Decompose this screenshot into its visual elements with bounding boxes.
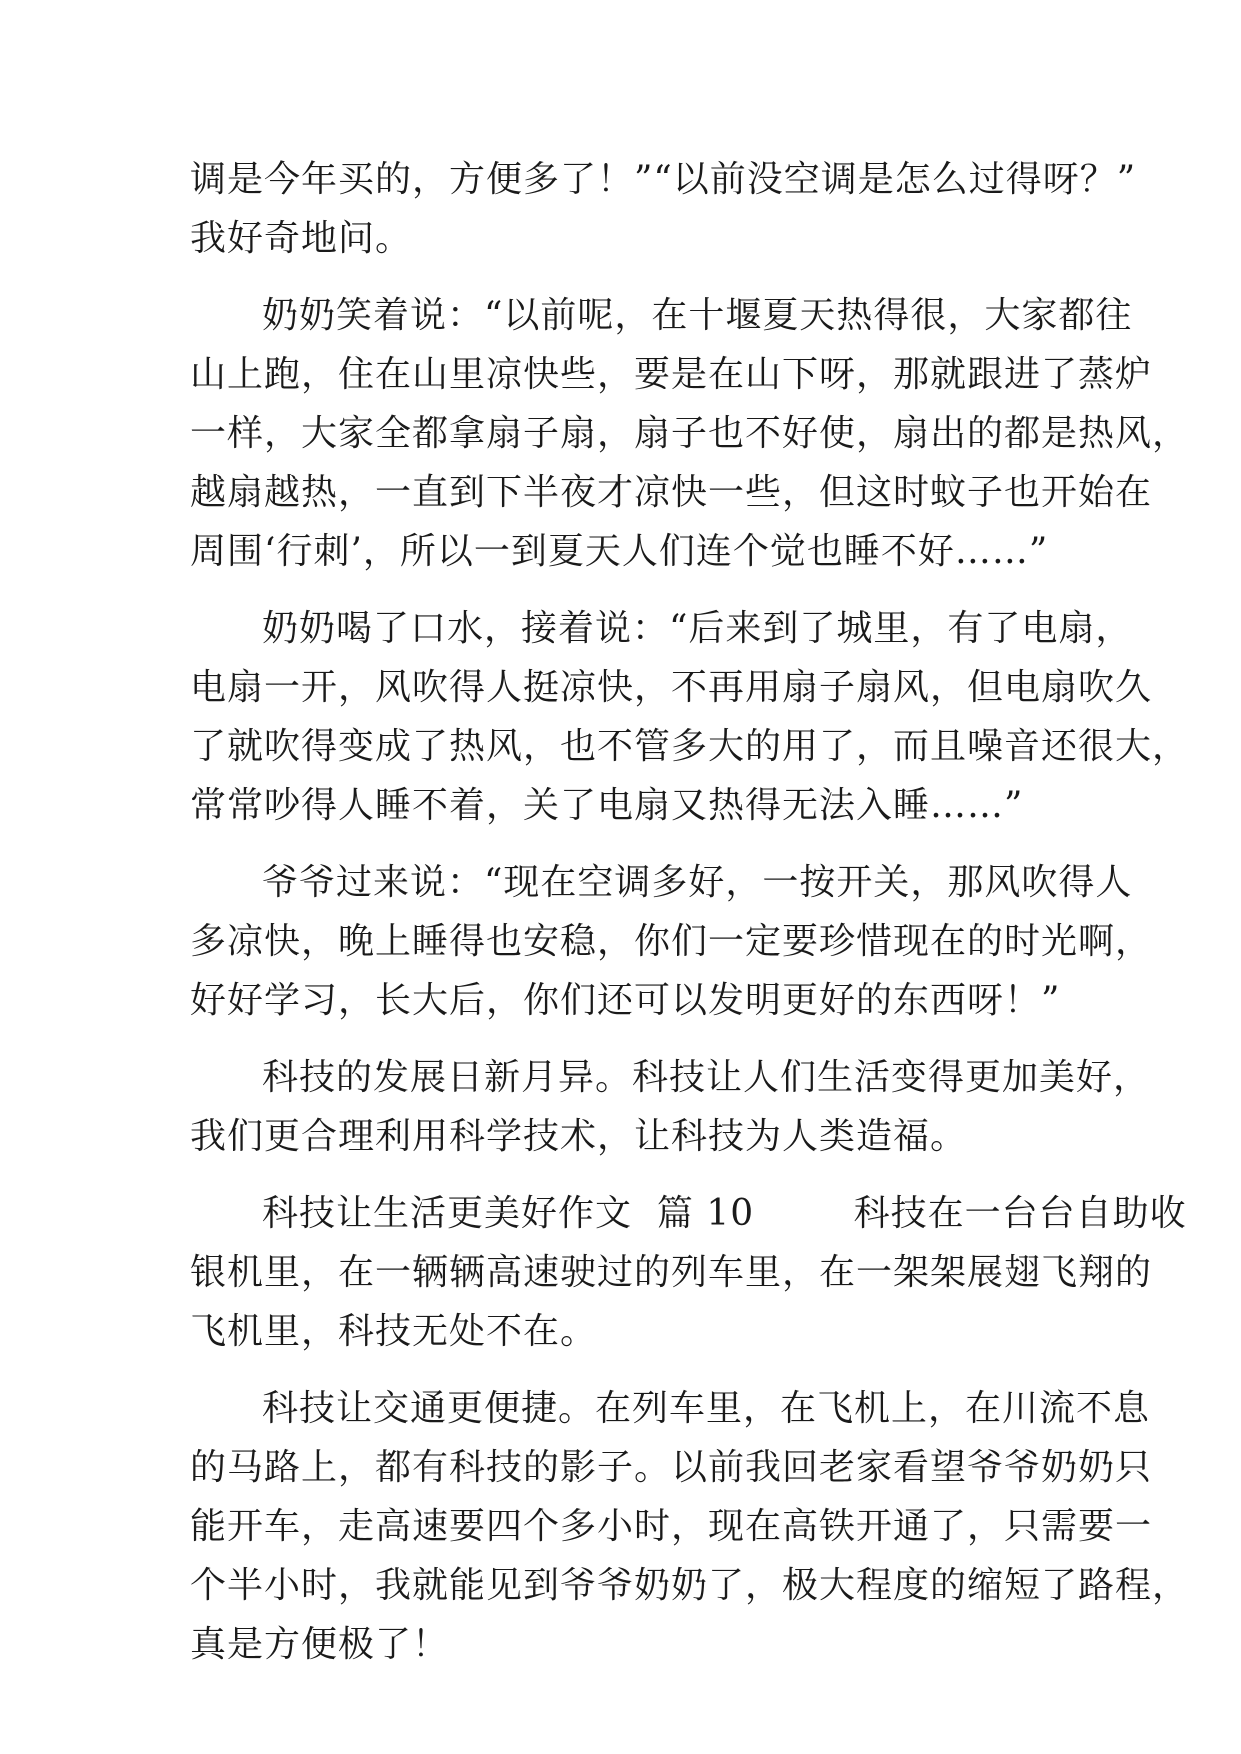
paragraph (190, 286, 1190, 581)
text-line: 奶奶笑着说：“以前呢，在十堰夏天热得很，大家都往 (262, 295, 1133, 336)
text-line: 好好学习，长大后，你们还可以发明更好的东西呀！” (190, 980, 1061, 1021)
text-line: 奶奶喝了口水，接着说：“后来到了城里，有了电扇， (262, 608, 1133, 649)
text-line: 周围‘行刺’，所以一到夏天人们连个觉也睡不好……” (190, 531, 1049, 572)
paragraph (190, 1379, 1190, 1674)
text-line: 多凉快，晚上睡得也安稳，你们一定要珍惜现在的时光啊， (190, 921, 1153, 962)
text-line: 爷爷过来说：“现在空调多好，一按开关，那风吹得人 (262, 862, 1133, 903)
paragraph (190, 1184, 1187, 1361)
text-line: 的马路上，都有科技的影子。以前我回老家看望爷爷奶奶只 (190, 1447, 1153, 1488)
text-line: 了就吹得变成了热风，也不管多大的用了，而且噪音还很大， (190, 726, 1190, 767)
text-line: 科技让交通更便捷。在列车里，在飞机上，在川流不息 (262, 1388, 1151, 1429)
text-line: 能开车，走高速要四个多小时，现在高铁开通了，只需要一 (190, 1506, 1153, 1547)
paragraph (190, 1048, 1151, 1166)
text-line: 飞机里，科技无处不在。 (190, 1311, 598, 1352)
text-line: 科技让生活更美好作文 篇 10 科技在一台台自助收 (262, 1193, 1187, 1234)
paragraph (190, 150, 1137, 268)
paragraph (190, 599, 1190, 835)
text-line: 山上跑，住在山里凉快些，要是在山下呀，那就跟进了蒸炉 (190, 354, 1153, 395)
text-line: 个半小时，我就能见到爷爷奶奶了，极大程度的缩短了路程， (190, 1565, 1190, 1606)
paragraph (190, 853, 1153, 1030)
text-line: 电扇一开，风吹得人挺凉快，不再用扇子扇风，但电扇吹久 (190, 667, 1153, 708)
text-line: 一样，大家全都拿扇子扇，扇子也不好使，扇出的都是热风， (190, 413, 1190, 454)
text-line: 调是今年买的，方便多了！”“以前没空调是怎么过得呀？” (190, 159, 1137, 200)
text-line: 科技的发展日新月异。科技让人们生活变得更加美好， (262, 1057, 1151, 1098)
text-line: 真是方便极了！ (190, 1624, 450, 1665)
text-line: 我好奇地问。 (190, 218, 413, 259)
text-line: 银机里，在一辆辆高速驶过的列车里，在一架架展翅飞翔的 (190, 1252, 1153, 1293)
text-line: 越扇越热，一直到下半夜才凉快一些，但这时蚊子也开始在 (190, 472, 1153, 513)
document-body (190, 150, 1190, 1674)
text-line: 常常吵得人睡不着，关了电扇又热得无法入睡……” (190, 785, 1024, 826)
text-line: 我们更合理利用科学技术，让科技为人类造福。 (190, 1116, 968, 1157)
